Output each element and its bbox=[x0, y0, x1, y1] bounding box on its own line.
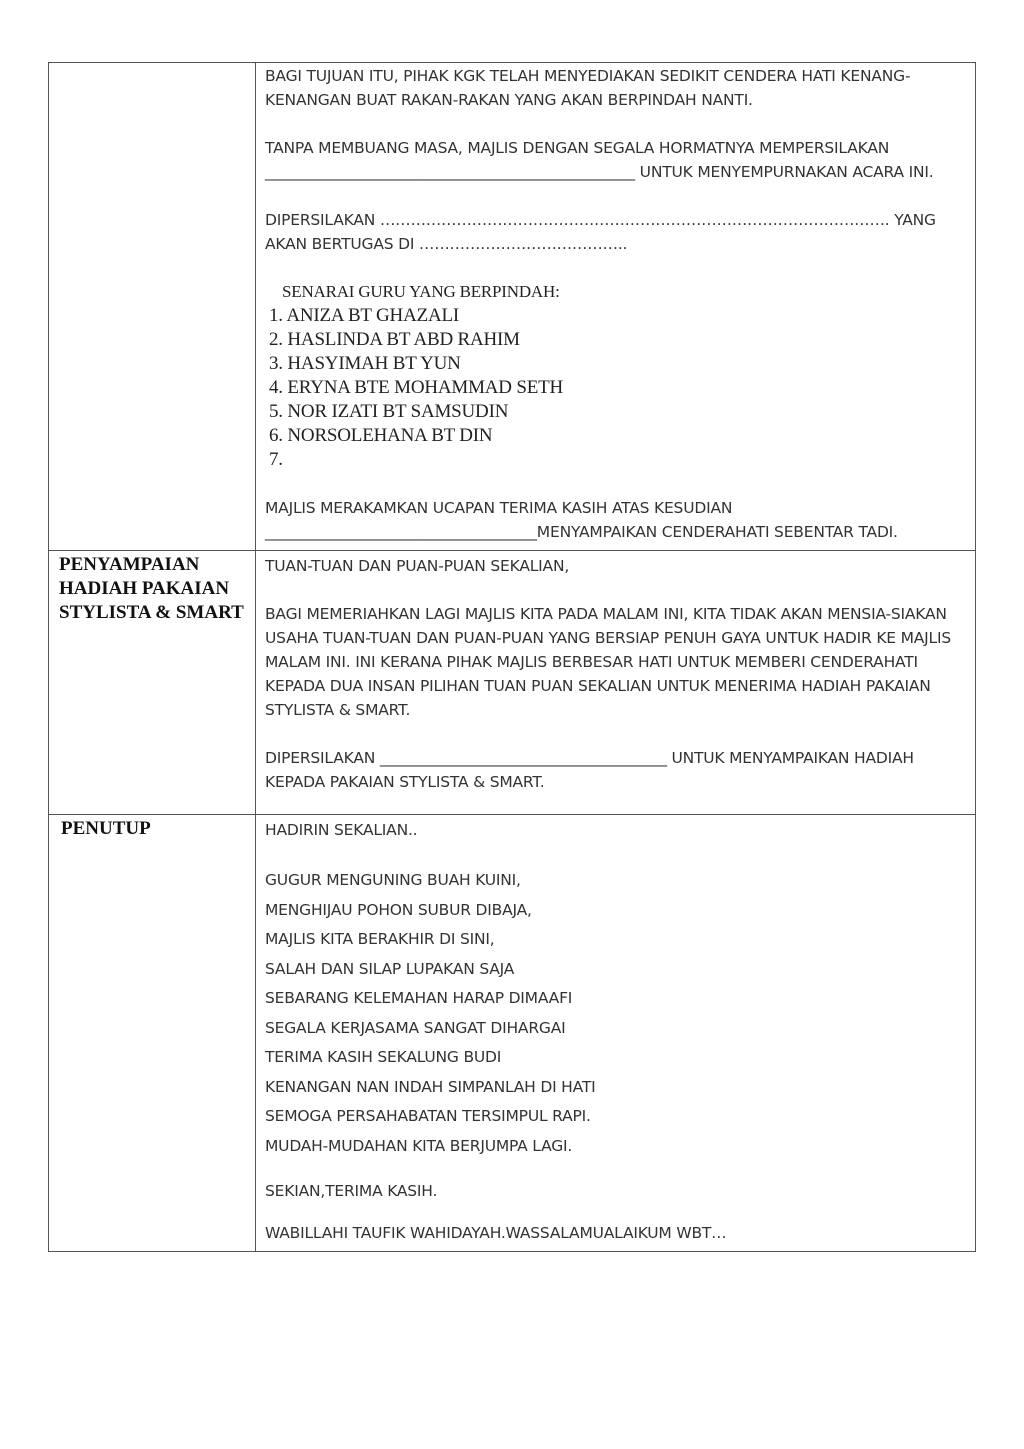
list-heading: SENARAI GURU YANG BERPINDAH: bbox=[282, 282, 560, 301]
list-item: 6. NORSOLEHANA BT DIN bbox=[269, 425, 493, 446]
farewell-line: WABILLAHI TAUFIK WAHIDAYAH.WASSALAMUALAIKUM WBT… bbox=[265, 1224, 727, 1242]
list-item: 1. ANIZA BT GHAZALI bbox=[269, 305, 460, 326]
thanks-line: SEKIAN,TERIMA KASIH. bbox=[265, 1182, 438, 1200]
pantun-line: KENANGAN NAN INDAH SIMPANLAH DI HATI bbox=[265, 1077, 596, 1096]
content-cell bbox=[256, 815, 976, 1252]
greeting: HADIRIN SEKALIAN.. bbox=[265, 821, 418, 839]
section-label: PENUTUP bbox=[61, 818, 151, 839]
table-row bbox=[49, 551, 976, 815]
pantun-line: TERIMA KASIH SEKALUNG BUDI bbox=[265, 1048, 502, 1066]
list-item: 3. HASYIMAH BT YUN bbox=[269, 353, 461, 374]
pantun-line: GUGUR MENGUNING BUAH KUINI, bbox=[265, 871, 521, 889]
list-item: 2. HASLINDA BT ABD RAHIM bbox=[269, 329, 520, 350]
pantun-line: MAJLIS KITA BERAKHIR DI SINI, bbox=[265, 930, 495, 948]
section-label: PENYAMPAIAN HADIAH PAKAIAN STYLISTA & SMART bbox=[59, 554, 244, 623]
pantun-line: SALAH DAN SILAP LUPAKAN SAJA bbox=[265, 959, 515, 978]
content-cell bbox=[256, 551, 976, 815]
paragraph: DIPERSILAKAN ______________________________________ UNTUK MENYAMPAIKAN HADIAH KEPADA PAKAIAN STYLISTA & SMART. bbox=[265, 749, 914, 791]
pantun-line: SEMOGA PERSAHABATAN TERSIMPUL RAPI. bbox=[265, 1107, 591, 1125]
label-cell bbox=[49, 815, 256, 1252]
teacher-list bbox=[265, 280, 969, 472]
paragraph: DIPERSILAKAN ………………………………………………………………………………………. YANG AKAN BERTUGAS DI ………………………………….. bbox=[265, 211, 936, 253]
list-item: 5. NOR IZATI BT SAMSUDIN bbox=[269, 401, 509, 422]
table-row bbox=[49, 815, 976, 1252]
table-row bbox=[49, 63, 976, 551]
section-label bbox=[49, 63, 255, 65]
paragraph: BAGI MEMERIAHKAN LAGI MAJLIS KITA PADA MALAM INI, KITA TIDAK AKAN MENSIA-SIAKAN USAHA TUAN-TUAN DAN PUAN-PUAN YANG BERSIAP PENUH GAYA UNTUK HADIR KE MAJLIS MALAM INI. INI KERANA PIHAK MAJLIS BERBESAR HATI UNTUK MEMBERI CENDERAHATI KEPADA DUA INSAN PILIHAN TUAN PUAN SEKALIAN UNTUK MENERIMA HADIAH PAKAIAN STYLISTA & SMART. bbox=[265, 605, 952, 719]
paragraph: TANPA MEMBUANG MASA, MAJLIS DENGAN SEGALA HORMATNYA MEMPERSILAKAN _________________________________________________ UNTUK MENYEMPURNAKAN ACARA INI. bbox=[265, 139, 934, 181]
paragraph: TUAN-TUAN DAN PUAN-PUAN SEKALIAN, bbox=[265, 557, 570, 575]
paragraph: BAGI TUJUAN ITU, PIHAK KGK TELAH MENYEDIAKAN SEDIKIT CENDERA HATI KENANG-KENANGAN BUAT RAKAN-RAKAN YANG AKAN BERPINDAH NANTI. bbox=[265, 67, 911, 109]
pantun-line: SEBARANG KELEMAHAN HARAP DIMAAFI bbox=[265, 989, 573, 1007]
list-item: 4. ERYNA BTE MOHAMMAD SETH bbox=[269, 377, 564, 398]
pantun bbox=[265, 866, 969, 1161]
content-cell bbox=[256, 63, 976, 551]
label-cell bbox=[49, 63, 256, 551]
label-cell bbox=[49, 551, 256, 815]
pantun-line: SEGALA KERJASAMA SANGAT DIHARGAI bbox=[265, 1018, 566, 1037]
list-item: 7. bbox=[269, 449, 283, 470]
program-script-table bbox=[48, 62, 976, 1252]
pantun-line: MUDAH-MUDAHAN KITA BERJUMPA LAGI. bbox=[265, 1136, 573, 1155]
closing-paragraph: MAJLIS MERAKAMKAN UCAPAN TERIMA KASIH ATAS KESUDIAN ____________________________________MENYAMPAIKAN CENDERAHATI SEBENTAR TADI. bbox=[265, 499, 898, 541]
pantun-line: MENGHIJAU POHON SUBUR DIBAJA, bbox=[265, 900, 532, 919]
